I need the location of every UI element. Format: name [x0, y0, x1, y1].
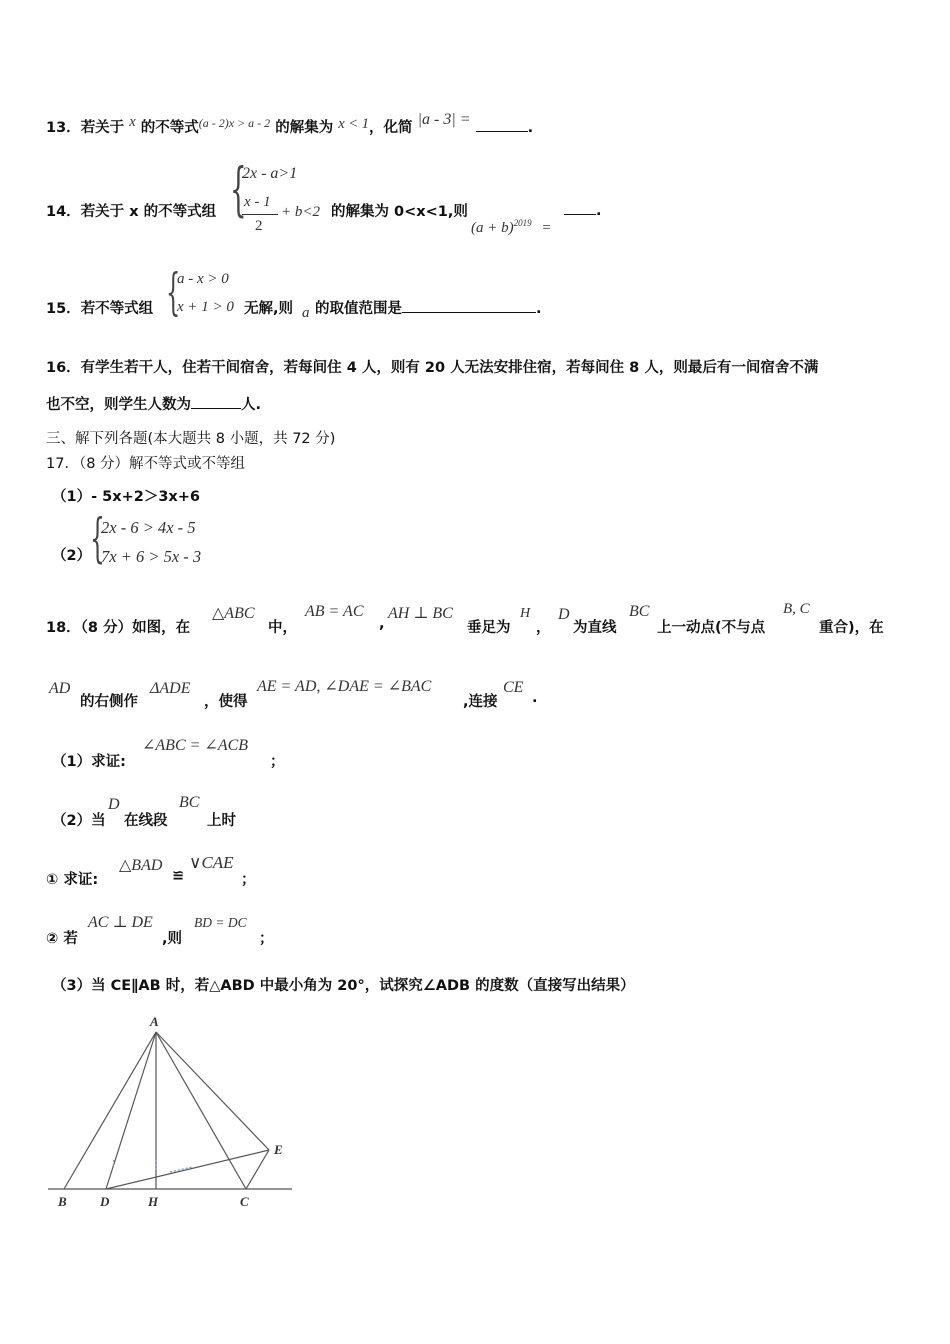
question-13: 13．若关于 x 的不等式$^{(a - 2)x > a - 2}$ 的解集为 x < 1，化简 |a - 3| = . [46, 111, 534, 136]
q14-frac-bar [242, 214, 278, 215]
q15-label: 15．若不等式组 [46, 301, 154, 317]
q14-row1: 2x - a>1 [242, 165, 298, 182]
q15-answer-blank[interactable] [402, 298, 536, 313]
q15-row1: a - x > 0 [177, 271, 229, 287]
label-c: C [240, 1194, 249, 1209]
q14-brace: { [230, 155, 247, 223]
q15-a: a [302, 305, 310, 321]
q14-row2: + b<2 [281, 204, 320, 220]
q17-part2-label: （2） [52, 548, 92, 564]
segment-ce [246, 1150, 269, 1189]
q14-blank-wrap: . [564, 200, 602, 219]
q17-brace: { [90, 509, 105, 569]
q18-part3: （3）当 CE∥AB 时，若△ABD 中最小角为 20°，试探究∠ADB 的度数（直接写出结果） [52, 978, 635, 994]
q16-line2: 也不空，则学生人数为 人. [46, 393, 261, 414]
segment-ac [156, 1032, 246, 1189]
q16-answer-blank[interactable] [191, 394, 241, 409]
label-b: B [58, 1194, 67, 1209]
q14-frac-numerator: x - 1 [244, 194, 271, 210]
q17-row2: 7x + 6 > 5x - 3 [101, 547, 202, 566]
q13-number: 13． [46, 120, 81, 136]
label-h: H [148, 1194, 159, 1209]
segment-ae [156, 1032, 269, 1150]
label-d: D [100, 1194, 110, 1209]
q13-answer-blank[interactable] [476, 117, 528, 132]
worksheet-page: 13．若关于 x 的不等式$^{(a - 2)x > a - 2}$ 的解集为 x < 1，化简 |a - 3| = . 14．若关于 x 的不等式组 { 2x - a>1 x - 1 2 + b<2 的解集为 0<x<1,则 $(a + b)^{2019}$ = . 15．若不等式组 { a - x > 0 x + 1 > 0 无解,则 a 的取值范围是 . 16．有学生若干人，住若干间宿舍，若每间住 4 人，则有 20 人无法安排住宿，若每间住 8 人，则最后有一间宿舍不满 也不空，则学生人数为 人. 三、解下列各题(本大题共 8 小题，共 72 分) 17．（8 分）解不等式或不等组 （1）- 5x+2＞3x+6 （2） { 2x - 6 > 4x - 5 7x + 6 > 5x - 3 18．（8 分）如图，在 △ABC 中， AB = AC , AH ⊥ BC 垂足为 H ， D 为直线 BC 上一动点(不与点 B, C 重合)，在 AD 的右侧作 ΔADE ，使得 AE = AD, ∠DAE = ∠BAC ,连接 CE . （1）求证: ∠ABC = ∠ACB ； （2）当 D 在线段 BC 上时 ① 求证: △BAD ≌ ∨CAE ； ② 若 AC ⊥ DE ,则 BD = DC ； （3）当 CE∥AB 时，若△ABD 中最小角为 20°，试探究∠ADB 的度数（直接写出结果） A B D H C E [0, 0, 950, 1344]
q18-part1-label: （1）求证: [52, 754, 126, 770]
segment-de [106, 1150, 269, 1189]
q18-part2-label: （2）当 [52, 813, 106, 829]
q17-part1: （1）- 5x+2＞3x+6 [52, 489, 201, 505]
geometry-figure [40, 1010, 310, 1220]
q16-line1: 16．有学生若干人，住若干间宿舍，若每间住 4 人，则有 20 人无法安排住宿，若每间住 8 人，则最后有一间宿舍不满 [46, 360, 819, 376]
q15-brace: { [166, 263, 181, 321]
q15-rest: 的取值范围是 . [315, 297, 542, 318]
section-3-heading: 三、解下列各题(本大题共 8 小题，共 72 分) [46, 431, 336, 447]
q17-row1: 2x - 6 > 4x - 5 [101, 518, 196, 537]
q17-title: 17．（8 分）解不等式或不等组 [46, 456, 246, 472]
segment-ab [64, 1032, 156, 1189]
q14-expr: $(a + b)^{2019}$ = [471, 218, 552, 236]
q15-row2: x + 1 > 0 [177, 299, 234, 315]
q14-solution-text: 的解集为 0<x<1,则 [331, 204, 468, 220]
q14-answer-blank[interactable] [564, 200, 596, 215]
q18-intro: 18．（8 分）如图，在 [46, 620, 191, 636]
label-e: E [274, 1142, 283, 1157]
label-a: A [150, 1014, 159, 1029]
q14-label: 14．若关于 x 的不等式组 [46, 204, 217, 220]
q18-sub1-label: ① 求证: [46, 872, 99, 888]
q18-sub2-label: ② 若 [46, 931, 78, 947]
q14-frac-denominator: 2 [255, 218, 263, 234]
